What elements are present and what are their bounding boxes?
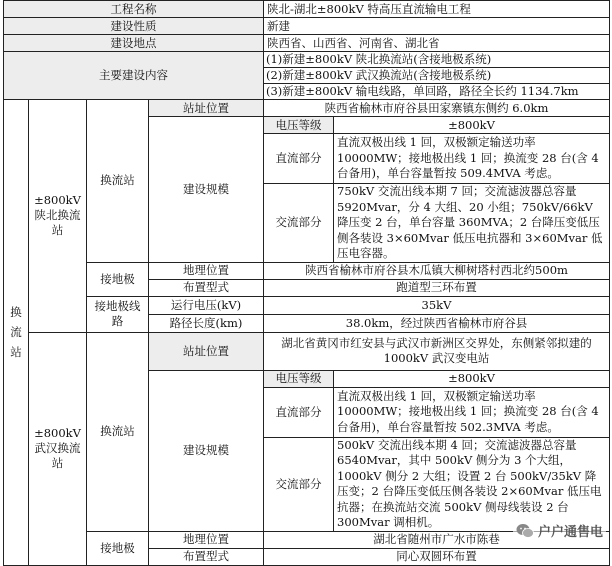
wuhan-site-value: 湖北省黄冈市红安县与武汉市新洲区交界处，东侧紧邻拟建的 1000kV 武汉变电站 — [264, 332, 610, 370]
wuhan-ac-label: 交流部分 — [264, 437, 334, 531]
converter-section-label: 换流站 — [4, 100, 29, 566]
wuhan-layout-value: 同心双圆环布置 — [264, 548, 610, 565]
north-line-label: 接地极线路 — [87, 296, 149, 332]
nature-value: 新建 — [264, 18, 610, 35]
content-item: (2)新建±800kV 武汉换流站(含接地极系统) — [264, 68, 610, 84]
north-ground-label: 接地极 — [87, 262, 149, 296]
location-label: 建设地点 — [4, 35, 264, 52]
wuhan-ground-label: 接地极 — [87, 531, 149, 565]
north-voltage-label: 电压等级 — [264, 117, 334, 134]
wuhan-substation-label: 换流站 — [87, 332, 149, 531]
project-name-value: 陕北-湖北±800kV 特高压直流输电工程 — [264, 1, 610, 18]
wechat-icon — [516, 523, 534, 539]
location-value: 陕西省、山西省、河南省、湖北省 — [264, 35, 610, 52]
wuhan-site-label: 站址位置 — [149, 332, 264, 370]
wuhan-ac-text: 500kV 交流出线本期 4 回；交流滤波器总容量 6540Mvar，其中 500kV 侧分为 3 个大组，1000kV 侧分 2 大组；设置 2 台 500kV/35kV 降压变；2 台降压变低压侧各装设 2×60Mvar 低压电抗器；在换流站交流 500kV 侧母线装设 2 台 300Mvar 调相机。 — [334, 437, 610, 531]
north-dc-label: 直流部分 — [264, 134, 334, 184]
north-route-label: 路径长度(km) — [149, 314, 264, 332]
wuhan-layout-label: 布置型式 — [149, 548, 264, 565]
north-station-label: ±800kV 陕北换流站 — [29, 100, 87, 333]
project-table — [3, 0, 610, 566]
project-name-label: 工程名称 — [4, 1, 264, 18]
north-dc-text: 直流双极出线 1 回，双极额定输送功率 10000MW；接地极出线 1 回；换流变 28 台(含 4 台备用)，单台容量暂按 509.4MVA 考虑。 — [334, 134, 610, 184]
watermark-text: 户户通售电 — [537, 525, 603, 540]
north-scale-label: 建设规模 — [149, 117, 264, 263]
wuhan-dc-text: 直流双极出线 1 回，双极额定输送功率 10000MW；接地极出线 1 回；换流变 28 台(含 4 台备用)，单台容量暂按 502.3MVA 考虑。 — [334, 387, 610, 437]
north-site-value: 陕西省榆林市府谷县田家寨镇东侧约 6.0km — [264, 100, 610, 117]
wuhan-station-label: ±800kV 武汉换流站 — [29, 332, 87, 565]
north-layout-value: 跑道型三环布置 — [264, 279, 610, 296]
wuhan-dc-label: 直流部分 — [264, 387, 334, 437]
wuhan-geo-value: 湖北省随州市广水市陈巷 — [264, 531, 610, 548]
nature-label: 建设性质 — [4, 18, 264, 35]
north-ac-text: 750kV 交流出线本期 7 回；交流滤波器总容量 5920Mvar，分 4 大组、20 小组；750kV/66kV 降压变 2 台，单台容量 360MVA；2 台降压变低压侧各装设 3×60Mvar 低压电抗器和 3×60Mvar 低压电容器。 — [334, 184, 610, 263]
north-substation-label: 换流站 — [87, 100, 149, 263]
north-site-label: 站址位置 — [149, 100, 264, 117]
content-item: (3)新建±800kV 输电线路，单回路，路径全长约 1134.7km — [264, 84, 610, 100]
watermark — [513, 520, 606, 541]
content-item: (1)新建±800kV 陕北换流站(含接地极系统) — [264, 52, 610, 68]
wuhan-voltage-value: ±800kV — [334, 370, 610, 387]
north-opvoltage-value: 35kV — [264, 296, 610, 314]
north-geo-value: 陕西省榆林市府谷县木瓜镇大柳树塔村西北约500m — [264, 262, 610, 279]
north-opvoltage-label: 运行电压(kV) — [149, 296, 264, 314]
north-geo-label: 地理位置 — [149, 262, 264, 279]
wuhan-voltage-label: 电压等级 — [264, 370, 334, 387]
north-voltage-value: ±800kV — [334, 117, 610, 134]
content-label: 主要建设内容 — [4, 52, 264, 100]
north-ac-label: 交流部分 — [264, 184, 334, 263]
wuhan-geo-label: 地理位置 — [149, 531, 264, 548]
north-route-value: 38.0km，经过陕西省榆林市府谷县 — [264, 314, 610, 332]
north-layout-label: 布置型式 — [149, 279, 264, 296]
wuhan-scale-label: 建设规模 — [149, 370, 264, 531]
